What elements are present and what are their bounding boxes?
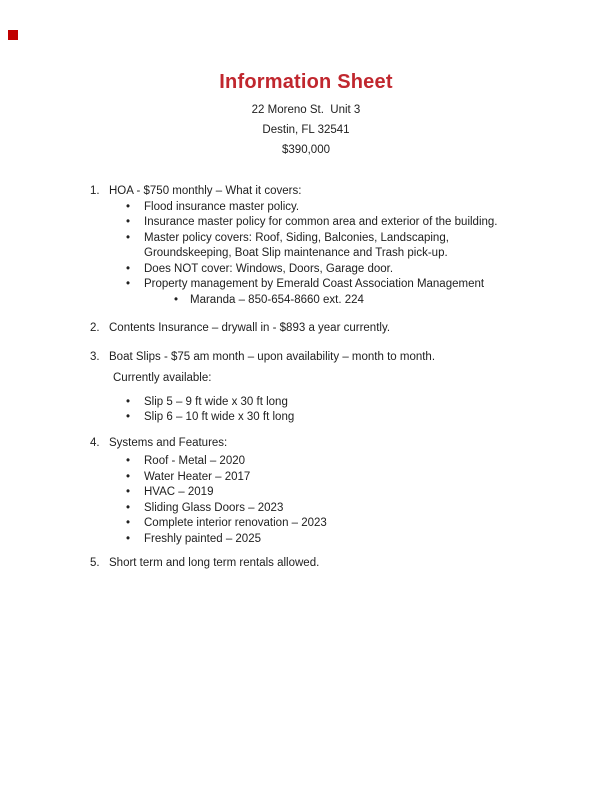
bullet-text: Flood insurance master policy. <box>144 200 300 213</box>
bullet-icon: • <box>126 216 131 228</box>
sub-bullet-text: Maranda – 850-654-8660 ext. 224 <box>190 293 364 306</box>
sub-bullet-maranda-contact <box>0 293 612 309</box>
page-title: Information Sheet <box>219 71 393 93</box>
bullet-text: Does NOT cover: Windows, Doors, Garage door. <box>144 262 394 275</box>
bullet-master-policy-covers-wrap <box>0 246 612 262</box>
bullet-text: Master policy covers: Roof, Siding, Balconies, Landscaping, <box>144 231 449 244</box>
bullet-icon: • <box>126 517 131 529</box>
bullet-interior-renovation <box>0 516 612 532</box>
list-item-1 <box>0 184 612 200</box>
bullet-slip-5 <box>0 395 612 411</box>
bullet-freshly-painted <box>0 532 612 548</box>
list-item-4-text: Systems and Features: <box>109 436 228 449</box>
bullet-icon: • <box>126 486 131 498</box>
document-body <box>0 184 612 572</box>
address-line-2: Destin, FL 32541 <box>262 124 350 136</box>
list-item-3 <box>0 350 612 366</box>
bullet-text: Roof - Metal – 2020 <box>144 455 246 467</box>
bullet-water-heater <box>0 470 612 486</box>
bullet-icon: • <box>126 470 131 483</box>
price-line: $390,000 <box>282 144 330 156</box>
list-item-5-number: 5. <box>90 557 100 569</box>
bullet-icon: • <box>126 262 131 275</box>
bullet-text: Property management by Emerald Coast Association Management <box>144 278 485 290</box>
address-line-1: 22 Moreno St. Unit 3 <box>251 104 361 116</box>
list-item-1-number: 1. <box>90 185 100 197</box>
list-item-4-number: 4. <box>90 436 100 449</box>
list-item-2 <box>0 321 612 337</box>
bullet-text: HVAC – 2019 <box>144 486 214 498</box>
bullet-icon: • <box>174 293 179 306</box>
bullet-text: Slip 5 – 9 ft wide x 30 ft long <box>144 395 288 408</box>
bullet-slip-6 <box>0 410 612 426</box>
bullet-icon: • <box>126 532 131 545</box>
bullet-sliding-glass-doors <box>0 501 612 517</box>
bullet-insurance-master-policy <box>0 215 612 231</box>
bullet-icon: • <box>126 395 131 408</box>
bullet-master-policy-covers <box>0 231 612 247</box>
bullet-icon: • <box>126 200 131 213</box>
header-block <box>0 100 612 160</box>
bullet-text: Slip 6 – 10 ft wide x 30 ft long <box>144 411 295 423</box>
list-item-2-text: Contents Insurance – drywall in - $893 a year currently. <box>109 322 391 334</box>
bullet-icon: • <box>126 501 131 514</box>
list-item-2-number: 2. <box>90 322 100 334</box>
bullet-icon: • <box>126 278 131 290</box>
bullet-property-management <box>0 277 612 293</box>
bullet-text: Freshly painted – 2025 <box>144 532 261 545</box>
currently-available-heading: Currently available: <box>113 372 212 384</box>
bullet-hvac <box>0 485 612 501</box>
bullet-icon: • <box>126 411 131 423</box>
bullet-roof <box>0 454 612 470</box>
corner-red-mark <box>8 30 18 40</box>
bullet-does-not-cover <box>0 262 612 278</box>
bullet-text: Insurance master policy for common area and exterior of the building. <box>144 216 498 228</box>
bullet-flood-insurance <box>0 200 612 216</box>
list-item-5 <box>0 556 612 572</box>
bullet-text: Water Heater – 2017 <box>144 470 251 483</box>
bullet-icon: • <box>126 231 131 244</box>
list-item-4 <box>0 436 612 452</box>
bullet-text: Groundskeeping, Boat Slip maintenance and Trash pick-up. <box>144 247 448 259</box>
list-item-5-text: Short term and long term rentals allowed. <box>109 557 320 569</box>
list-item-3-number: 3. <box>90 350 100 363</box>
bullet-text: Complete interior renovation – 2023 <box>144 517 327 529</box>
bullet-text: Sliding Glass Doors – 2023 <box>144 501 284 514</box>
bullet-icon: • <box>126 455 131 467</box>
list-item-1-text: HOA - $750 monthly – What it covers: <box>109 185 302 197</box>
list-item-3-text: Boat Slips - $75 am month – upon availability – month to month. <box>109 350 436 363</box>
